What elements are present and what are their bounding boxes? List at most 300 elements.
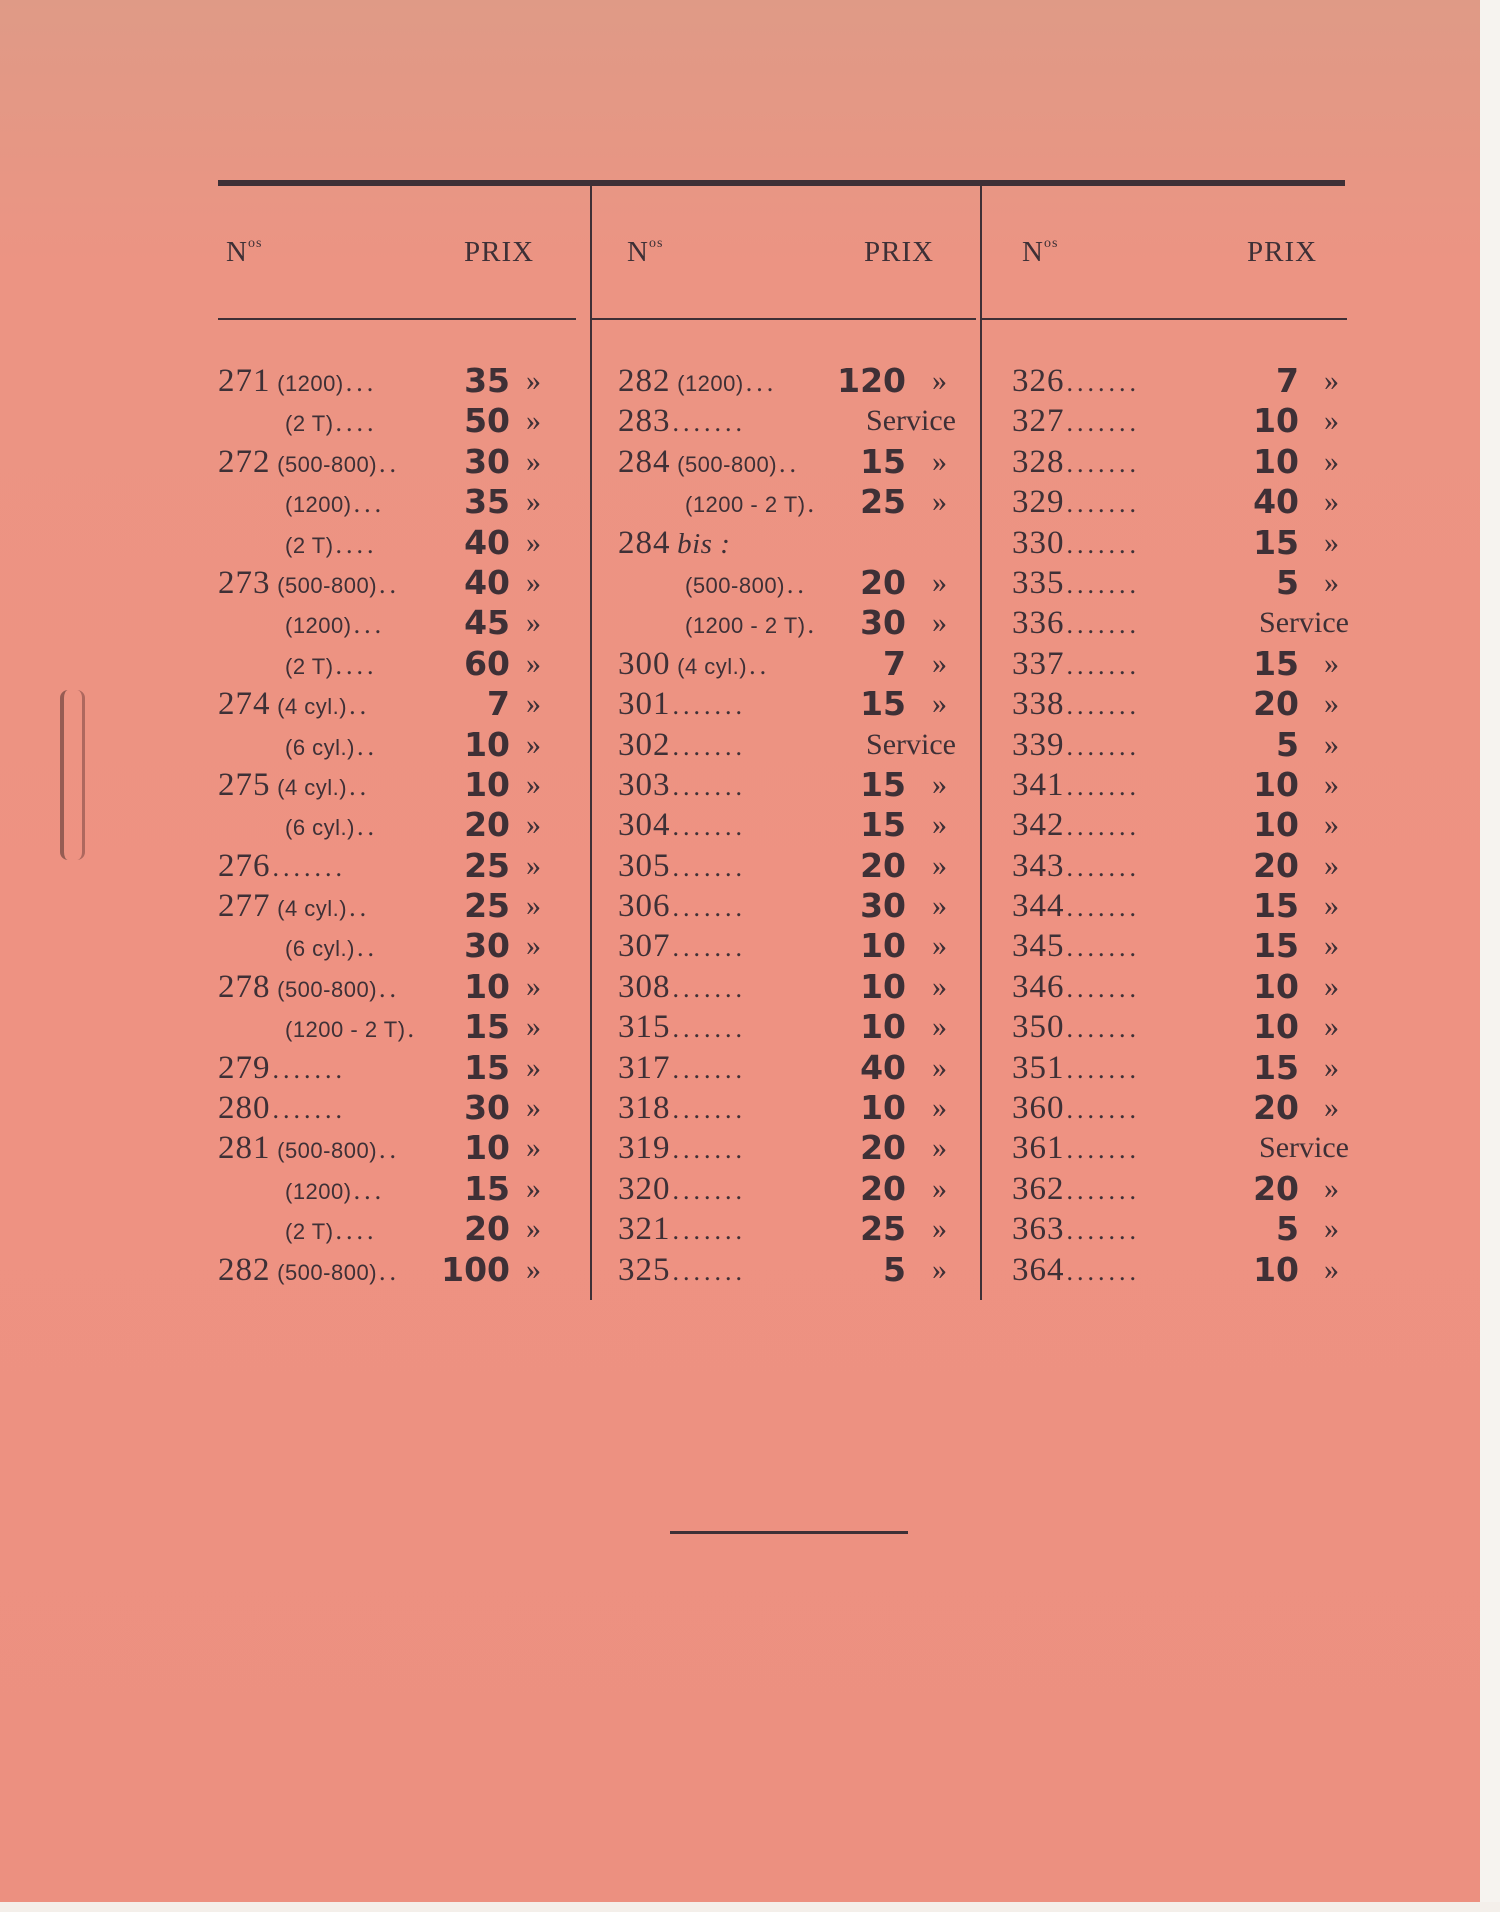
item-number: 364 <box>1012 1251 1065 1288</box>
table-row <box>592 1250 976 1290</box>
item-variant: (500-800) <box>685 572 785 598</box>
item-number: 337 <box>1012 645 1065 682</box>
item-number: 278 <box>218 968 271 1005</box>
guillemet-mark: » <box>932 1131 947 1165</box>
table-row <box>592 603 976 643</box>
header-number-label: $N^{os}$ <box>1022 236 1059 268</box>
item-price: 10 <box>1253 441 1299 481</box>
dot-leader: ....... <box>1066 731 1140 761</box>
item-variant: (4 cyl.) <box>277 694 348 720</box>
item-price: 30 <box>860 603 906 643</box>
dot-leader: ....... <box>1066 368 1140 397</box>
table-row <box>592 805 976 845</box>
item-number: 301 <box>618 686 671 723</box>
guillemet-mark: » <box>526 1212 541 1246</box>
item-number: 350 <box>1012 1009 1065 1046</box>
closing-rule <box>670 1531 908 1534</box>
item-price: 25 <box>860 1209 906 1249</box>
item-price: Service <box>1259 606 1349 640</box>
item-price: 10 <box>1253 805 1299 845</box>
dot-leader: ....... <box>672 973 746 1003</box>
dot-leader: ....... <box>1066 933 1140 963</box>
table-row <box>218 1048 576 1088</box>
guillemet-mark: » <box>1324 848 1339 882</box>
item-number: 318 <box>618 1090 671 1127</box>
price-column-1 <box>218 186 576 1300</box>
guillemet-mark: » <box>1324 364 1339 397</box>
guillemet-mark: » <box>1324 1091 1339 1125</box>
guillemet-mark: » <box>932 848 947 882</box>
item-price: 100 <box>441 1249 510 1289</box>
item-number: 362 <box>1012 1170 1065 1207</box>
guillemet-mark: » <box>932 687 947 721</box>
table-row <box>982 846 1347 886</box>
price-rows <box>982 361 1347 1290</box>
table-row <box>592 1209 976 1249</box>
guillemet-mark: » <box>932 646 947 680</box>
item-price: 10 <box>860 966 906 1006</box>
table-row <box>592 967 976 1007</box>
table-row <box>218 563 576 603</box>
item-price: 15 <box>464 1007 510 1047</box>
item-price: 15 <box>1253 926 1299 966</box>
dot-leader: ....... <box>1066 650 1140 680</box>
table-row <box>982 1169 1347 1209</box>
guillemet-mark: » <box>1324 889 1339 923</box>
item-price: 7 <box>883 643 906 683</box>
guillemet-mark: » <box>1324 969 1339 1003</box>
dot-leader: . <box>407 1014 419 1044</box>
item-price: 25 <box>860 482 906 522</box>
item-number: 307 <box>618 928 671 965</box>
item-variant: (2 T) <box>285 1219 334 1245</box>
item-number: 336 <box>1012 605 1065 642</box>
table-row <box>982 644 1347 684</box>
item-number: 304 <box>618 807 671 844</box>
guillemet-mark: » <box>932 485 947 519</box>
item-price: 5 <box>1276 1209 1299 1249</box>
guillemet-mark: » <box>932 444 947 478</box>
item-number: 330 <box>1012 524 1065 561</box>
table-row <box>218 765 576 805</box>
item-price: 15 <box>860 805 906 845</box>
dot-leader: ....... <box>1066 489 1140 519</box>
guillemet-mark: » <box>526 1252 541 1286</box>
table-row <box>218 846 576 886</box>
table-row <box>218 361 576 401</box>
dot-leader: .. <box>357 933 378 963</box>
item-price: 25 <box>464 886 510 926</box>
item-number: 319 <box>618 1130 671 1167</box>
table-row <box>982 603 1347 643</box>
item-price: 20 <box>860 845 906 885</box>
item-label <box>1012 1250 1140 1296</box>
dot-leader: ....... <box>672 1216 746 1246</box>
table-row <box>218 1169 576 1209</box>
dot-leader: ... <box>353 1175 386 1205</box>
item-number: 280 <box>218 1090 271 1127</box>
dot-leader: ....... <box>672 1135 746 1165</box>
table-row <box>982 765 1347 805</box>
item-number: 272 <box>218 443 271 480</box>
dot-leader: ....... <box>1066 1256 1140 1286</box>
item-price: 10 <box>1253 1007 1299 1047</box>
item-price: 10 <box>464 1128 510 1168</box>
table-row <box>218 1007 576 1047</box>
item-number: 283 <box>618 403 671 440</box>
item-variant: (500-800) <box>677 451 778 477</box>
guillemet-mark: » <box>1324 1050 1339 1084</box>
item-price: 10 <box>860 926 906 966</box>
item-number: 282 <box>218 1251 271 1288</box>
guillemet-mark: » <box>526 565 541 599</box>
item-number: 329 <box>1012 484 1065 521</box>
item-variant: (4 cyl.) <box>277 774 348 800</box>
guillemet-mark: » <box>932 364 947 397</box>
dot-leader: ....... <box>1066 529 1140 559</box>
table-row <box>982 442 1347 482</box>
price-rows <box>218 361 576 1290</box>
dot-leader: .. <box>349 893 371 923</box>
item-number: 360 <box>1012 1090 1065 1127</box>
dot-leader: ....... <box>1066 1054 1140 1084</box>
item-variant: (6 cyl.) <box>285 936 355 962</box>
table-row <box>592 725 976 765</box>
item-price: 20 <box>860 1168 906 1208</box>
dot-leader: .. <box>379 1256 401 1286</box>
dot-leader: ....... <box>272 1054 346 1084</box>
dot-leader: ... <box>353 610 386 640</box>
table-row <box>592 846 976 886</box>
guillemet-mark: » <box>932 1010 947 1044</box>
table-row <box>218 1250 576 1290</box>
price-rows <box>592 361 976 1290</box>
item-number: 300 <box>618 645 671 682</box>
item-variant: (500-800) <box>277 1259 378 1285</box>
item-price: 40 <box>464 562 510 602</box>
item-number: 284 <box>618 524 671 561</box>
table-row <box>982 1250 1347 1290</box>
item-variant: (1200 - 2 T) <box>685 492 806 518</box>
dot-leader: ....... <box>1066 691 1140 721</box>
item-price: 50 <box>464 401 510 441</box>
guillemet-mark: » <box>526 485 541 519</box>
item-price: 20 <box>1253 1088 1299 1128</box>
table-row <box>218 1209 576 1249</box>
dot-leader: .. <box>357 731 378 761</box>
item-number: 335 <box>1012 564 1065 601</box>
item-price: 20 <box>860 1128 906 1168</box>
column-header <box>592 186 976 320</box>
dot-leader: . <box>807 610 819 640</box>
dot-leader: .... <box>335 529 378 559</box>
header-price-label: PRIX <box>1247 236 1318 268</box>
item-price: 15 <box>860 764 906 804</box>
item-number: 351 <box>1012 1049 1065 1086</box>
item-price: 10 <box>464 764 510 804</box>
table-row <box>218 886 576 926</box>
item-price: 10 <box>1253 1249 1299 1289</box>
dot-leader: .... <box>335 408 378 438</box>
table-row <box>592 926 976 966</box>
dot-leader: ....... <box>272 1095 346 1125</box>
table-row <box>592 644 976 684</box>
item-variant: (500-800) <box>277 451 378 477</box>
item-variant: (1200) <box>677 371 744 396</box>
guillemet-mark: » <box>1324 1010 1339 1044</box>
item-variant: (6 cyl.) <box>285 815 355 841</box>
item-price: 15 <box>464 1168 510 1208</box>
guillemet-mark: » <box>526 525 541 559</box>
guillemet-mark: » <box>526 929 541 963</box>
table-row <box>982 1088 1347 1128</box>
item-price: 20 <box>860 562 906 602</box>
guillemet-mark: » <box>526 444 541 478</box>
item-price: 120 <box>837 361 906 400</box>
guillemet-mark: » <box>1324 687 1339 721</box>
dot-leader: ....... <box>672 691 746 721</box>
table-row <box>592 482 976 522</box>
item-variant: (500-800) <box>277 572 378 598</box>
item-number: 284 <box>618 443 671 480</box>
dot-leader: ....... <box>672 771 746 801</box>
item-variant: (1200 - 2 T) <box>285 1017 406 1043</box>
header-number-label: $N^{os}$ <box>226 236 263 268</box>
table-row <box>982 1128 1347 1168</box>
item-variant: (6 cyl.) <box>285 734 355 760</box>
dot-leader: ....... <box>672 933 746 963</box>
item-variant: bis : <box>677 527 731 560</box>
guillemet-mark: » <box>1324 808 1339 842</box>
table-row <box>218 725 576 765</box>
guillemet-mark: » <box>526 808 541 842</box>
price-column-2 <box>590 186 976 1300</box>
table-row <box>982 967 1347 1007</box>
table-row <box>218 442 576 482</box>
dot-leader: ....... <box>1066 771 1140 801</box>
item-variant: (2 T) <box>285 411 334 437</box>
dot-leader: ....... <box>1066 812 1140 842</box>
table-row <box>982 482 1347 522</box>
guillemet-mark: » <box>526 969 541 1003</box>
item-variant: (500-800) <box>277 1138 378 1164</box>
guillemet-mark: » <box>1324 767 1339 801</box>
dot-leader: .. <box>357 812 378 842</box>
dot-leader: .... <box>335 650 378 680</box>
dot-leader: ....... <box>1066 448 1140 478</box>
item-number: 315 <box>618 1009 671 1046</box>
item-number: 343 <box>1012 847 1065 884</box>
item-variant: (500-800) <box>277 976 378 1002</box>
dot-leader: ... <box>345 368 378 397</box>
item-number: 345 <box>1012 928 1065 965</box>
item-price: 5 <box>1276 724 1299 764</box>
table-row <box>592 1128 976 1168</box>
item-price: 10 <box>860 1007 906 1047</box>
item-price: 10 <box>1253 966 1299 1006</box>
item-price: 40 <box>464 522 510 562</box>
item-price: 40 <box>860 1047 906 1087</box>
item-price: 15 <box>860 441 906 481</box>
item-number: 346 <box>1012 968 1065 1005</box>
item-price: 40 <box>1253 482 1299 522</box>
dot-leader: ....... <box>672 1256 746 1286</box>
table-row <box>592 563 976 603</box>
guillemet-mark: » <box>1324 404 1339 438</box>
header-price-label: PRIX <box>864 236 935 268</box>
item-price: 10 <box>464 724 510 764</box>
table-row <box>218 1088 576 1128</box>
item-price: 30 <box>464 1088 510 1128</box>
guillemet-mark: » <box>526 889 541 923</box>
dot-leader: ....... <box>672 731 746 761</box>
item-price: 20 <box>1253 684 1299 724</box>
item-variant: (1200) <box>285 613 352 639</box>
item-number: 273 <box>218 564 271 601</box>
item-price: 30 <box>464 441 510 481</box>
item-number: 276 <box>218 847 271 884</box>
table-row <box>982 401 1347 441</box>
item-price: 5 <box>1276 562 1299 602</box>
item-number: 303 <box>618 766 671 803</box>
item-price: 10 <box>1253 401 1299 441</box>
table-row <box>592 442 976 482</box>
item-variant: (2 T) <box>285 653 334 679</box>
item-number: 363 <box>1012 1211 1065 1248</box>
dot-leader: ....... <box>1066 408 1140 438</box>
dot-leader: .... <box>335 1216 378 1246</box>
dot-leader: ....... <box>672 1095 746 1125</box>
item-number: 282 <box>618 363 671 399</box>
table-row <box>218 482 576 522</box>
item-number: 306 <box>618 888 671 925</box>
dot-leader: ... <box>353 489 386 519</box>
dot-leader: ....... <box>1066 973 1140 1003</box>
item-price: 15 <box>1253 643 1299 683</box>
dot-leader: ....... <box>1066 1216 1140 1246</box>
table-row <box>592 886 976 926</box>
dot-leader: .. <box>379 569 401 599</box>
table-row <box>982 1209 1347 1249</box>
table-row <box>218 684 576 724</box>
dot-leader: ....... <box>1066 1135 1140 1165</box>
guillemet-mark: » <box>932 606 947 640</box>
dot-leader: .. <box>786 569 808 599</box>
item-price: 15 <box>464 1047 510 1087</box>
item-price: Service <box>866 404 956 438</box>
item-number: 339 <box>1012 726 1065 763</box>
guillemet-mark: » <box>932 808 947 842</box>
table-row <box>982 805 1347 845</box>
item-label <box>218 1250 400 1296</box>
item-number: 321 <box>618 1211 671 1248</box>
table-row <box>982 563 1347 603</box>
item-price: 7 <box>487 684 510 724</box>
dot-leader: .. <box>349 691 371 721</box>
dot-leader: ....... <box>672 1054 746 1084</box>
dot-leader: ....... <box>672 1014 746 1044</box>
guillemet-mark: » <box>526 646 541 680</box>
item-number: 341 <box>1012 766 1065 803</box>
item-number: 274 <box>218 686 271 723</box>
guillemet-mark: » <box>932 1212 947 1246</box>
item-variant: (4 cyl.) <box>277 896 348 922</box>
item-price: 5 <box>883 1249 906 1289</box>
item-number: 325 <box>618 1251 671 1288</box>
guillemet-mark: » <box>932 1171 947 1205</box>
item-variant: (4 cyl.) <box>677 653 748 679</box>
table-row <box>592 684 976 724</box>
item-price: 20 <box>1253 845 1299 885</box>
dot-leader: ....... <box>1066 569 1140 599</box>
guillemet-mark: » <box>526 364 541 397</box>
dot-leader: ....... <box>1066 1175 1140 1205</box>
dot-leader: ....... <box>1066 893 1140 923</box>
guillemet-mark: » <box>1324 727 1339 761</box>
item-number: 281 <box>218 1130 271 1167</box>
dot-leader: ....... <box>672 893 746 923</box>
dot-leader: ....... <box>672 1175 746 1205</box>
table-row <box>218 644 576 684</box>
item-number: 328 <box>1012 443 1065 480</box>
item-number: 271 <box>218 363 271 399</box>
item-variant: (2 T) <box>285 532 334 558</box>
item-price: 45 <box>464 603 510 643</box>
item-price: 15 <box>1253 886 1299 926</box>
item-price: 10 <box>1253 764 1299 804</box>
item-number: 317 <box>618 1049 671 1086</box>
guillemet-mark: » <box>526 1171 541 1205</box>
guillemet-mark: » <box>1324 565 1339 599</box>
item-price: 60 <box>464 643 510 683</box>
guillemet-mark: » <box>932 889 947 923</box>
dot-leader: . <box>807 489 819 519</box>
item-number: 279 <box>218 1049 271 1086</box>
guillemet-mark: » <box>1324 444 1339 478</box>
item-price: 15 <box>1253 522 1299 562</box>
item-variant: (1200 - 2 T) <box>685 613 806 639</box>
item-variant: (1200) <box>277 371 344 396</box>
item-number: 275 <box>218 766 271 803</box>
item-label <box>618 1250 746 1296</box>
guillemet-mark: » <box>526 606 541 640</box>
guillemet-mark: » <box>526 1131 541 1165</box>
table-row <box>982 1048 1347 1088</box>
item-number: 308 <box>618 968 671 1005</box>
dot-leader: .. <box>349 771 371 801</box>
dot-leader: .. <box>379 448 401 478</box>
guillemet-mark: » <box>1324 646 1339 680</box>
guillemet-mark: » <box>932 929 947 963</box>
dot-leader: ....... <box>1066 1095 1140 1125</box>
item-price: 30 <box>860 886 906 926</box>
dot-leader: ....... <box>1066 1014 1140 1044</box>
item-variant: (1200) <box>285 492 352 518</box>
guillemet-mark: » <box>1324 1252 1339 1286</box>
table-row <box>218 967 576 1007</box>
guillemet-mark: » <box>932 767 947 801</box>
item-price: 7 <box>1276 361 1299 400</box>
table-row <box>592 1048 976 1088</box>
item-price: 20 <box>464 1209 510 1249</box>
item-number: 338 <box>1012 686 1065 723</box>
item-price: 20 <box>464 805 510 845</box>
item-price: 10 <box>464 966 510 1006</box>
table-row <box>592 523 976 563</box>
item-price: 30 <box>464 926 510 966</box>
dot-leader: ....... <box>672 408 746 438</box>
header-price-label: PRIX <box>464 236 535 268</box>
